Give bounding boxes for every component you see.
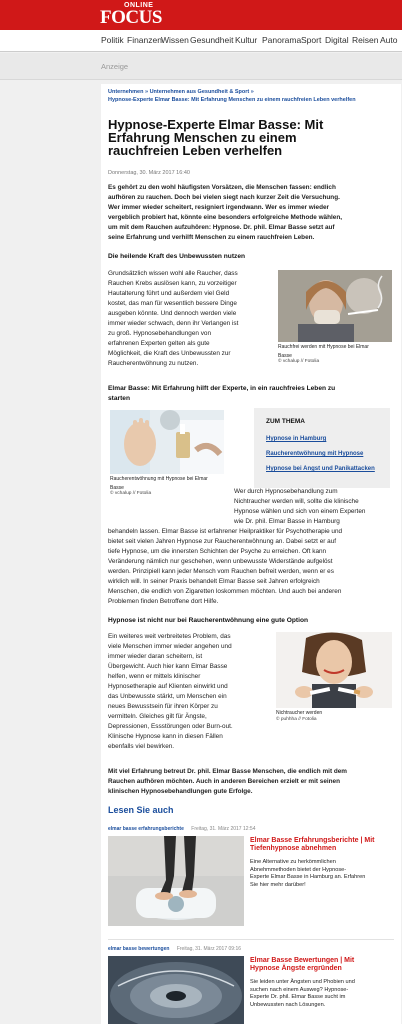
body-line: Wer durch Hypnosebehandlung zum — [234, 488, 338, 495]
body-line: Hautalterung führt und außerdem viel Geld — [108, 290, 230, 297]
broken-cigarette-image[interactable] — [276, 632, 392, 708]
body-line: Problemen finden Betroffene dort Hilfe. — [108, 598, 219, 605]
teaser-image-scale[interactable] — [108, 836, 244, 926]
teaser-title-line: Hypnose Ängste ergründen — [250, 965, 342, 973]
image-caption: Basse — [278, 352, 292, 359]
teaser-text-line: Sie hier mehr darüber! — [250, 881, 306, 888]
body-line: Übergewicht. Auch hier kann Elmar Basse — [108, 663, 228, 670]
teaser-tag[interactable]: elmar basse bewertungen — [108, 946, 170, 952]
main-nav — [0, 30, 402, 52]
nav-item-digital[interactable]: Digital — [325, 35, 349, 45]
body-line: Depressionen, Essstörungen oder Burn-out. — [108, 723, 233, 730]
title-line: Hypnose-Experte Elmar Basse: Mit — [108, 117, 324, 132]
teaser-title[interactable] — [250, 837, 400, 854]
nav-item-finanzen[interactable]: Finanzen — [127, 35, 162, 45]
lesen-sie-auch-heading: Lesen Sie auch — [108, 805, 174, 815]
body-line: vermitteln. Gleiches gilt für Ängste, — [108, 713, 207, 720]
top-bar — [0, 0, 402, 30]
section-heading: Hypnose ist nicht nur bei Raucherentwöhnung eine gute Option — [108, 617, 309, 624]
teaser-title-line: Tiefenhypnose abnehmen — [250, 845, 337, 853]
body-line: wie Dr. phil. Elmar Basse in Hamburg — [234, 518, 340, 525]
teaser-date: Freitag, 31. März 2017 09:16 — [176, 946, 242, 952]
teaser-tag[interactable]: elmar basse erfahrungsberichte — [108, 826, 184, 832]
section-heading: Elmar Basse: Mit Erfahrung hilft der Experte, in ein rauchfreies Leben zu — [108, 385, 336, 392]
nav-item-politik[interactable]: Politik — [101, 35, 124, 45]
teaser-text-line: Unbewussten nach Lösungen. — [250, 1001, 326, 1008]
body-line: Möglichkeit, die Kraft des Unbewussten zur — [108, 350, 231, 357]
body-line: viele Menschen immer wieder angehen und — [108, 643, 232, 650]
section-heading: Die heilende Kraft des Unbewussten nutzen — [108, 253, 246, 260]
teaser-image-vortex[interactable] — [108, 956, 244, 1024]
cigarette-refusal-image[interactable] — [110, 410, 224, 474]
closing-line: Rauchen aufhören möchten. Auch in anderen Bereichen erzielt er mit seinen — [108, 778, 341, 785]
teaser-text — [250, 859, 400, 889]
body-line: behandeln lassen. Elmar Basse ist erfahrener Heilpraktiker für Psychotherapie und — [108, 528, 343, 535]
teaser-date: Freitag, 31. März 2017 12:54 — [191, 826, 256, 832]
teaser-text-line: Eine Alternative zu herkömmlichen — [250, 859, 336, 865]
body-line: bietet seit vielen Jahren Hypnose zur Raucherentwöhnung an. Dabei setzt er auf — [108, 538, 337, 545]
nav-item-panorama[interactable]: Panorama — [262, 35, 302, 45]
nav-item-kultur[interactable]: Kultur — [235, 35, 258, 45]
body-line: immer wieder daran scheitern, ist — [108, 653, 203, 660]
nav-item-wissen[interactable]: Wissen — [161, 35, 189, 45]
ad-bar — [0, 53, 402, 80]
body-line: ebenfalls viel bewirken. — [108, 743, 175, 750]
article-title — [108, 118, 393, 157]
body-line: werden. Prinzipiell kann jeder Mensch vom Rauchen befreit werden, wenn er es — [108, 568, 334, 575]
teaser-text — [250, 979, 400, 1009]
teaser-divider — [108, 939, 394, 940]
teaser-meta — [108, 826, 255, 832]
body-line: Menschen, die endlich von Zigaretten loskommen möchten. Und auch bei anderen — [108, 588, 342, 595]
body-line: erfahrenen Experten gelten als gute — [108, 340, 210, 347]
zum-thema-link[interactable]: Raucherentwöhnung mit Hypnose — [266, 451, 364, 457]
lead-line: Es gehört zu den wohl häufigsten Vorsätzen, die Menschen fassen: endlich — [108, 184, 336, 191]
body-line: immer wieder schwach, denn ihr Verlangen ist — [108, 320, 239, 327]
breadcrumb-current[interactable]: Hypnose-Experte Elmar Basse: Mit Erfahrung Menschen zu einem rauchfreien Leben verhelfen — [108, 97, 356, 103]
image-caption: Basse — [110, 484, 124, 491]
body-line: Veränderung nämlich nur geschehen, wenn unbewusste Widerstände aufgelöst — [108, 558, 333, 565]
body-line: Ein weiteres weit verbreitetes Problem, das — [108, 633, 231, 640]
image-credit: © vchalup // Fotolia — [278, 359, 320, 364]
image-caption: Raucherentwöhnung mit Hypnose bei Elmar — [110, 476, 208, 482]
smoking-woman-figure — [278, 270, 392, 365]
teaser-text-line: Sie leiden unter Ängsten und Phobien und — [250, 979, 355, 985]
closing-line: klinischen Hypnosebehandlungen gute Erfolge. — [108, 788, 253, 795]
logo-focus-text: FOCUS — [100, 7, 162, 28]
zum-thema-title: ZUM THEMA — [266, 418, 305, 425]
nav-item-auto[interactable]: Auto — [380, 35, 398, 45]
article-date: Donnerstag, 30. März 2017 16:40 — [108, 170, 190, 176]
section-heading: starten — [108, 395, 130, 402]
title-line: Erfahrung Menschen zu einem — [108, 130, 297, 145]
article-content — [101, 84, 401, 1024]
body-line: tiefe Hypnose, um die innersten Schichten der Psyche zu erreichen. Oft kann — [108, 548, 327, 555]
lead-line: Wer immer wieder scheitert, resigniert irgendwann. Wer es immer wieder — [108, 204, 330, 211]
broken-cigarette-figure — [276, 632, 392, 723]
image-credit: © vchalup // Fotolia — [110, 491, 152, 496]
lead-line: aufhören zu rauchen. Doch bei vielen siegt nach kurzer Zeit die Versuchung. — [108, 194, 340, 201]
body-line: wirklich will. In seiner Praxis behandelt Elmar Basse seit Jahren erfolgreich — [108, 578, 320, 585]
lead-line: seine Erfahrung und verhilft Menschen zu einem rauchfreien Leben. — [108, 234, 315, 241]
zum-thema-link[interactable]: Hypnose bei Angst und Panikattacken — [266, 466, 375, 472]
body-line: neues Bewusstsein für ihren Körper zu — [108, 703, 218, 710]
nav-item-gesundheit[interactable]: Gesundheit — [190, 35, 234, 45]
body-line: kostet, das man für wesentlich bessere Dinge — [108, 300, 237, 307]
zum-thema-link[interactable]: Hypnose in Hamburg — [266, 436, 327, 442]
body-line: das Unbewusste stärkt, um Menschen ein — [108, 693, 227, 700]
closing-line: Mit viel Erfahrung betreut Dr. phil. Elmar Basse Menschen, die endlich mit dem — [108, 768, 347, 775]
ad-label: Anzeige — [101, 62, 129, 71]
body-line: Nichtraucher werden will, sollte die klinische — [234, 498, 359, 505]
body-line: Hypnosetherapie auf Klienten einwirkt und — [108, 683, 228, 690]
teaser-meta — [108, 946, 241, 952]
body-line: Grundsätzlich wissen wohl alle Raucher, dass — [108, 270, 238, 277]
zum-thema-box — [254, 408, 390, 488]
teaser-text-line: suchen nach einem Ausweg? Hypnose- — [250, 986, 349, 993]
title-line: rauchfreien Leben verhelfen — [108, 143, 283, 158]
teaser-title[interactable] — [250, 957, 400, 974]
image-caption: Rauchfrei werden mit Hypnose bei Elmar — [278, 344, 369, 350]
teaser-text-line: Experte Elmar Basse in Hamburg an. Erfahren — [250, 874, 366, 881]
teaser-text-line: Abnehmmethoden bietet der Hypnose- — [250, 866, 347, 873]
nav-item-sport[interactable]: Sport — [301, 35, 322, 45]
logo-online-text: ONLINE — [124, 2, 154, 9]
body-line: ausgeben könnte. Und dennoch werden viele — [108, 310, 237, 317]
nav-item-reisen[interactable]: Reisen — [352, 35, 379, 45]
body-line: Rauchen Krebs auslösen kann, zu vorzeitiger — [108, 280, 237, 287]
teaser-title-line: Elmar Basse Bewertungen | Mit — [250, 957, 355, 964]
body-line: helfen, wenn er mittels klinischer — [108, 673, 201, 680]
body-line: zu groß. Hypnosebehandlungen von — [108, 330, 212, 337]
body-line: Raucherentwöhnung zu nutzen. — [108, 360, 199, 367]
image-caption: Nichtraucher werden — [276, 710, 323, 716]
body-line: Hypnose wählen und sich von einem Experten — [234, 508, 366, 515]
breadcrumb[interactable]: Unternehmen » Unternehmen aus Gesundheit & Sport » — [108, 89, 254, 95]
image-credit: © puhhha // Fotolia — [276, 716, 317, 722]
teaser-title-line: Elmar Basse Erfahrungsberichte | Mit — [250, 837, 375, 844]
cigarette-refusal-figure — [110, 410, 224, 497]
smoking-woman-image[interactable] — [278, 270, 392, 342]
teaser-text-line: Experte Dr. phil. Elmar Basse sucht im — [250, 994, 346, 1001]
body-line: Klinische Hypnose kann in diesen Fällen — [108, 733, 223, 740]
lead-line: vergeblich probiert hat, könnte eine besonders erfolgreiche Methode wählen, — [108, 214, 343, 221]
lead-line: um mit dem Rauchen aufzuhören: Hypnose. Dr. phil. Elmar Basse setzt auf — [108, 224, 335, 231]
